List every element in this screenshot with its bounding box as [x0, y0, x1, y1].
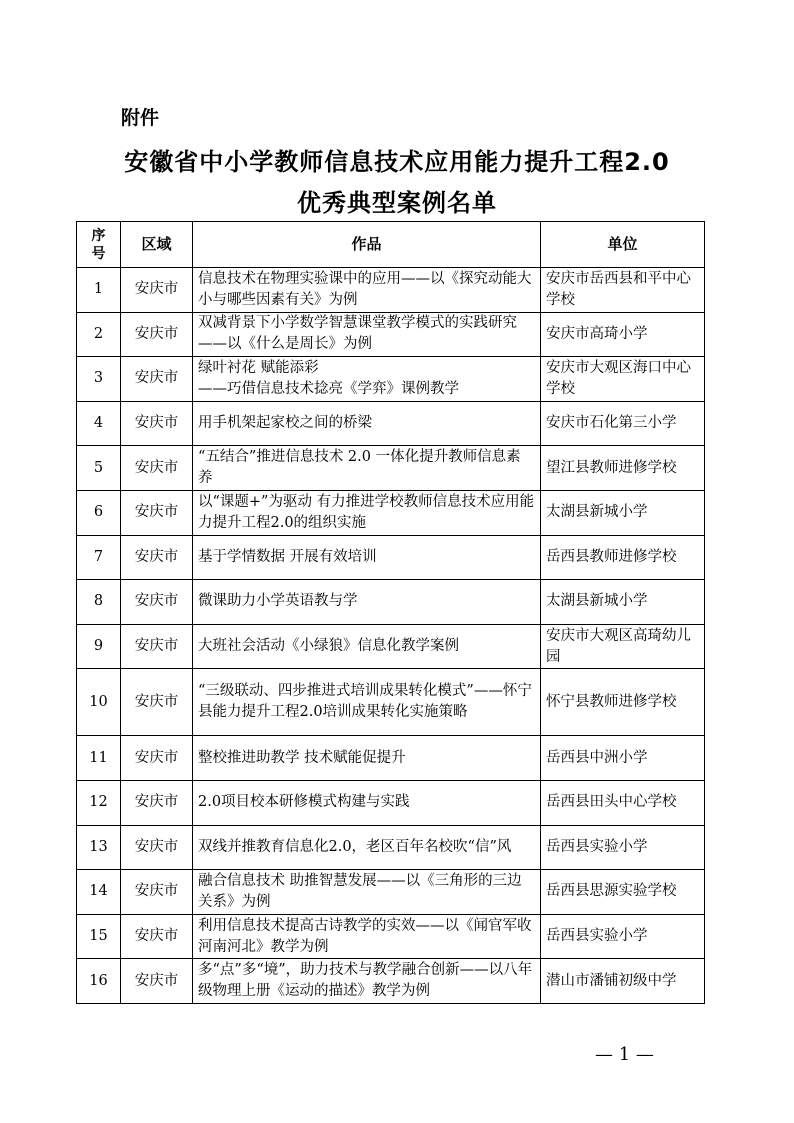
cell-number: 9 — [77, 624, 121, 669]
cell-number: 3 — [77, 357, 121, 402]
cell-work: 以“课题+”为驱动 有力推进学校教师信息技术应用能力提升工程2.0的组织实施 — [193, 490, 541, 535]
cell-work: 利用信息技术提高古诗教学的实效——以《闻官军收河南河北》教学为例 — [193, 914, 541, 959]
table-row — [77, 669, 705, 736]
cell-number: 11 — [77, 736, 121, 781]
cell-number: 1 — [77, 268, 121, 313]
cell-unit: 潜山市潘铺初级中学 — [541, 959, 705, 1004]
cell-number: 4 — [77, 401, 121, 446]
cell-work: 融合信息技术 助推智慧发展——以《三角形的三边关系》为例 — [193, 870, 541, 915]
cell-number: 13 — [77, 825, 121, 870]
cell-unit: 安庆市高琦小学 — [541, 312, 705, 357]
cell-work: 基于学情数据 开展有效培训 — [193, 535, 541, 580]
cell-unit: 岳西县中洲小学 — [541, 736, 705, 781]
header-work: 作品 — [193, 222, 541, 268]
cell-unit: 岳西县实验小学 — [541, 914, 705, 959]
cell-region: 安庆市 — [121, 669, 193, 736]
cell-number: 2 — [77, 312, 121, 357]
cell-work: 微课助力小学英语教与学 — [193, 580, 541, 625]
table-row — [77, 312, 705, 357]
cell-unit: 太湖县新城小学 — [541, 580, 705, 625]
cell-unit: 望江县教师进修学校 — [541, 446, 705, 491]
cell-region: 安庆市 — [121, 736, 193, 781]
cell-region: 安庆市 — [121, 312, 193, 357]
cell-work: 双减背景下小学数学智慧课堂教学模式的实践研究——以《什么是周长》为例 — [193, 312, 541, 357]
cell-work: “三级联动、四步推进式培训成果转化模式”——怀宁县能力提升工程2.0培训成果转化实施策略 — [193, 669, 541, 736]
cell-number: 5 — [77, 446, 121, 491]
cell-region: 安庆市 — [121, 268, 193, 313]
cell-work: 用手机架起家校之间的桥梁 — [193, 401, 541, 446]
cell-work: 大班社会活动《小绿狼》信息化教学案例 — [193, 624, 541, 669]
cell-work: 信息技术在物理实验课中的应用——以《探究动能大小与哪些因素有关》为例 — [193, 268, 541, 313]
cell-unit: 怀宁县教师进修学校 — [541, 669, 705, 736]
table-row — [77, 268, 705, 313]
cell-number: 12 — [77, 780, 121, 825]
case-list-table — [76, 221, 705, 1004]
cell-number: 14 — [77, 870, 121, 915]
cell-region: 安庆市 — [121, 780, 193, 825]
cell-region: 安庆市 — [121, 825, 193, 870]
attachment-label: 附件 — [121, 107, 160, 129]
cell-region: 安庆市 — [121, 357, 193, 402]
table-row — [77, 535, 705, 580]
table-header-row — [77, 222, 705, 268]
table-row — [77, 780, 705, 825]
table-row — [77, 446, 705, 491]
cell-unit: 岳西县实验小学 — [541, 825, 705, 870]
cell-number: 10 — [77, 669, 121, 736]
page-subtitle: 优秀典型案例名单 — [297, 189, 497, 217]
cell-region: 安庆市 — [121, 959, 193, 1004]
cell-work: 多“点”多“境”，助力技术与教学融合创新——以八年级物理上册《运动的描述》教学为例 — [193, 959, 541, 1004]
cell-region: 安庆市 — [121, 535, 193, 580]
cell-unit: 安庆市石化第三小学 — [541, 401, 705, 446]
cell-number: 6 — [77, 490, 121, 535]
cell-region: 安庆市 — [121, 624, 193, 669]
table-row — [77, 624, 705, 669]
table-row — [77, 490, 705, 535]
cell-unit: 安庆市大观区高琦幼儿园 — [541, 624, 705, 669]
table-row — [77, 825, 705, 870]
header-unit: 单位 — [541, 222, 705, 268]
cell-unit: 岳西县田头中心学校 — [541, 780, 705, 825]
page-number: — 1 — — [595, 1044, 654, 1065]
cell-number: 16 — [77, 959, 121, 1004]
table-row — [77, 736, 705, 781]
table-body — [77, 268, 705, 1004]
table-row — [77, 580, 705, 625]
cell-unit: 安庆市大观区海口中心学校 — [541, 357, 705, 402]
header-region: 区域 — [121, 222, 193, 268]
cell-unit: 安庆市岳西县和平中心学校 — [541, 268, 705, 313]
cell-work: “五结合”推进信息技术 2.0 一体化提升教师信息素养 — [193, 446, 541, 491]
cell-number: 7 — [77, 535, 121, 580]
cell-number: 8 — [77, 580, 121, 625]
table-row — [77, 959, 705, 1004]
cell-region: 安庆市 — [121, 446, 193, 491]
table-row — [77, 914, 705, 959]
cell-work: 整校推进助教学 技术赋能促提升 — [193, 736, 541, 781]
cell-region: 安庆市 — [121, 870, 193, 915]
page-title: 安徽省中小学教师信息技术应用能力提升工程2.0 — [124, 148, 670, 176]
cell-work: 2.0项目校本研修模式构建与实践 — [193, 780, 541, 825]
cell-number: 15 — [77, 914, 121, 959]
cell-unit: 岳西县思源实验学校 — [541, 870, 705, 915]
cell-region: 安庆市 — [121, 401, 193, 446]
cell-region: 安庆市 — [121, 914, 193, 959]
cell-region: 安庆市 — [121, 490, 193, 535]
header-number: 序号 — [77, 222, 121, 268]
table-row — [77, 357, 705, 402]
table-row — [77, 401, 705, 446]
cell-work: 绿叶衬花 赋能添彩 ——巧借信息技术捻亮《学弈》课例教学 — [193, 357, 541, 402]
cell-unit: 岳西县教师进修学校 — [541, 535, 705, 580]
cell-work: 双线并推教育信息化2.0，老区百年名校吹“信”风 — [193, 825, 541, 870]
table-row — [77, 870, 705, 915]
cell-unit: 太湖县新城小学 — [541, 490, 705, 535]
cell-region: 安庆市 — [121, 580, 193, 625]
